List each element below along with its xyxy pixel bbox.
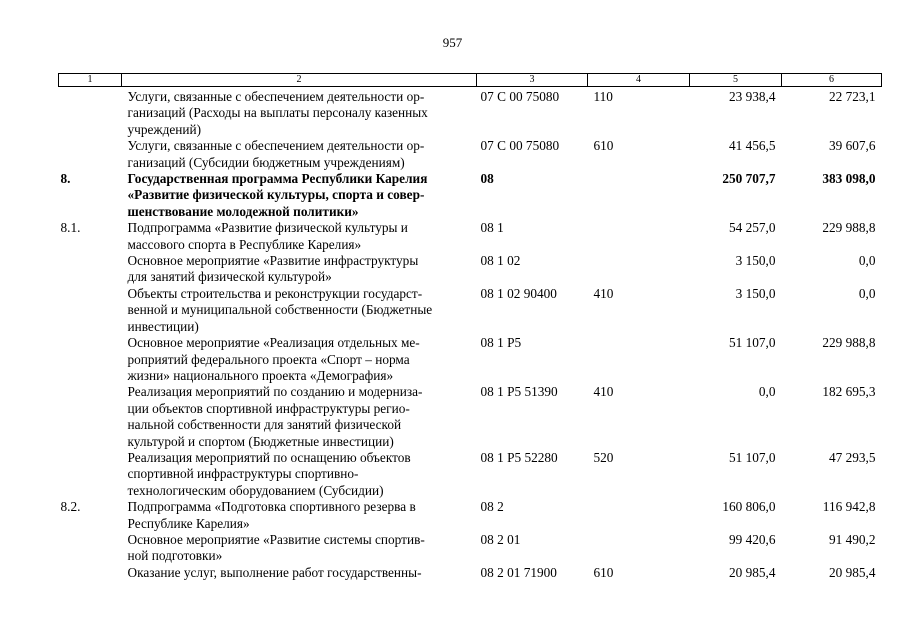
row-target-code: 08 2 01	[480, 531, 521, 547]
row-name: Услуги, связанные с обеспечением деятельности ор- ганизаций (Субсидии бюджетным учреждениям)	[127, 138, 425, 170]
row-number: 8.	[60, 171, 71, 187]
row-expense-type: 610	[593, 138, 614, 154]
budget-table	[58, 73, 882, 581]
row-amount-1: 54 257,0	[728, 220, 776, 236]
row-expense-type: 410	[593, 384, 614, 400]
row-amount-2: 383 098,0	[822, 171, 876, 187]
row-amount-1: 23 938,4	[728, 89, 776, 104]
row-amount-2: 0,0	[858, 285, 876, 301]
row-target-code: 08 2 01 71900	[480, 564, 557, 580]
column-header-6: 6	[782, 74, 882, 87]
row-target-code: 08 1 Р5	[480, 335, 522, 351]
row-number	[59, 286, 122, 335]
row-target-code: 08 1 02	[480, 253, 521, 269]
row-amount-2: 39 607,6	[828, 138, 876, 154]
row-amount-1: 250 707,7	[722, 171, 776, 187]
row-target-code: 07 С 00 75080	[480, 89, 560, 104]
row-name: Реализация мероприятий по созданию и модерниза- ции объектов спортивной инфраструктуры регио- нальной собственности для занятий физической культурой и спортом (Бюджетные инвестиции)	[127, 384, 423, 449]
row-amount-1: 99 420,6	[728, 531, 776, 547]
row-name: Реализация мероприятий по оснащению объектов спортивной инфраструктуры спортивно- технологическим оборудованием (Субсидии)	[127, 449, 411, 498]
row-amount-2: 22 723,1	[828, 89, 876, 104]
row-expense-type	[588, 253, 690, 286]
table-row	[59, 450, 882, 499]
row-expense-type	[588, 532, 690, 565]
column-header-2: 2	[122, 74, 477, 87]
table-row	[59, 87, 882, 139]
row-amount-2: 229 988,8	[822, 220, 876, 236]
row-amount-1: 160 806,0	[722, 499, 776, 515]
column-header-5: 5	[690, 74, 782, 87]
row-number: 8.2.	[60, 499, 81, 515]
row-name: Объекты строительства и реконструкции государст- венной и муниципальной собственности (Бюджетные инвестиции)	[127, 285, 433, 334]
row-name: Основное мероприятие «Реализация отдельных ме- роприятий федерального проекта «Спорт – норма жизни» национального проекта «Демография»	[127, 335, 420, 383]
row-amount-1: 51 107,0	[728, 449, 776, 465]
table-row	[59, 532, 882, 565]
row-number	[59, 87, 122, 139]
row-expense-type: 520	[593, 449, 614, 465]
table-row	[59, 220, 882, 253]
row-number	[59, 384, 122, 450]
row-name: Основное мероприятие «Развитие инфраструктуры для занятий физической культурой»	[127, 253, 419, 285]
table-row	[59, 138, 882, 171]
row-name: Подпрограмма «Подготовка спортивного резерва в Республике Карелия»	[127, 499, 416, 531]
row-expense-type	[588, 220, 690, 253]
row-amount-1: 20 985,4	[728, 564, 776, 580]
row-amount-2: 91 490,2	[828, 531, 876, 547]
table-row	[59, 171, 882, 220]
row-target-code: 08 1	[480, 220, 504, 236]
row-amount-2: 47 293,5	[828, 449, 876, 465]
row-expense-type: 110	[593, 89, 613, 104]
column-number-row	[59, 74, 882, 87]
row-number: 8.1.	[60, 220, 81, 236]
page-number: 957	[442, 35, 463, 50]
row-amount-1: 41 456,5	[728, 138, 776, 154]
row-number	[59, 565, 122, 581]
row-amount-1: 51 107,0	[728, 335, 776, 351]
row-amount-2: 0,0	[858, 253, 876, 269]
row-number	[59, 450, 122, 499]
row-expense-type: 610	[593, 564, 614, 580]
row-amount-1: 3 150,0	[735, 253, 776, 269]
table-row	[59, 335, 882, 384]
row-name: Подпрограмма «Развитие физической культуры и массового спорта в Республике Карелия»	[127, 220, 408, 252]
table-row	[59, 499, 882, 532]
row-name: Государственная программа Республики Карелия «Развитие физической культуры, спорта и совер- шенствование молодежной политики»	[127, 171, 428, 219]
table-body	[59, 87, 882, 582]
row-expense-type	[588, 499, 690, 532]
row-amount-1: 0,0	[758, 384, 776, 400]
table-row	[59, 384, 882, 450]
row-amount-2: 229 988,8	[822, 335, 876, 351]
column-header-3: 3	[477, 74, 588, 87]
table-row	[59, 253, 882, 286]
row-number	[59, 532, 122, 565]
column-header-1: 1	[59, 74, 122, 87]
row-amount-2: 20 985,4	[828, 564, 876, 580]
row-target-code: 08	[480, 171, 494, 187]
row-number	[59, 253, 122, 286]
row-name: Оказание услуг, выполнение работ государственны-	[127, 564, 422, 580]
row-amount-2: 182 695,3	[822, 384, 876, 400]
row-name: Услуги, связанные с обеспечением деятельности ор- ганизаций (Расходы на выплаты персоналу казенных учреждений)	[127, 89, 428, 137]
table-row	[59, 286, 882, 335]
row-expense-type	[588, 335, 690, 384]
row-amount-2: 116 942,8	[822, 499, 876, 515]
row-number	[59, 335, 122, 384]
row-target-code: 07 С 00 75080	[480, 138, 560, 154]
row-number	[59, 138, 122, 171]
row-target-code: 08 2	[480, 499, 504, 515]
row-expense-type: 410	[593, 285, 614, 301]
row-name: Основное мероприятие «Развитие системы спортив- ной подготовки»	[127, 531, 425, 564]
column-header-4: 4	[588, 74, 690, 87]
table-row	[59, 565, 882, 581]
row-target-code: 08 1 02 90400	[480, 285, 557, 301]
table-header	[59, 74, 882, 87]
row-expense-type	[588, 171, 690, 220]
row-amount-1: 3 150,0	[735, 285, 776, 301]
row-target-code: 08 1 Р5 51390	[480, 384, 558, 400]
row-target-code: 08 1 Р5 52280	[480, 449, 558, 465]
